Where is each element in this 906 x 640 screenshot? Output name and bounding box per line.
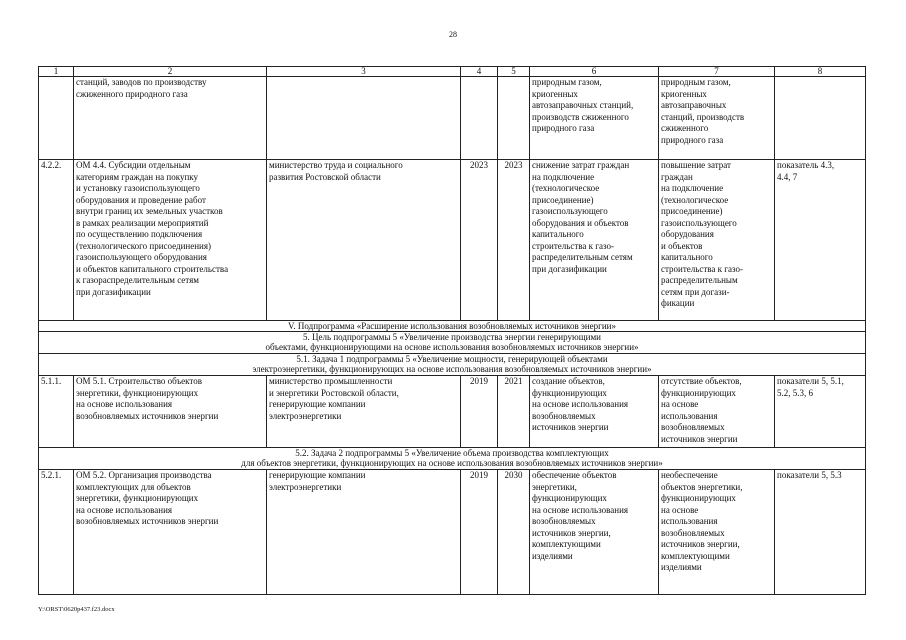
expected-result-cell: снижение затрат граждан на подключение (технологическое присоединение) газоиспользующего оборудования и объектов капитального строительства к газо- распределительным сетям при догазификации: [530, 160, 659, 321]
row-number-cell: [39, 77, 74, 160]
subprogram-heading: V. Подпрограмма «Расширение использования возобновляемых источников энергии»: [39, 321, 866, 332]
task-heading-row: [39, 448, 866, 470]
measure-name-cell: ОМ 4.4. Субсидии отдельным категориям граждан на покупку и установку газоиспользующего оборудования и проведение работ внутри границ их земельных участков в рамках реализации мероприятий по осуществлению подключения (технологического присоединения) газоиспользующего оборудования и объектов капитального строительства к газораспределительным сетям при догазификации: [74, 160, 267, 321]
table-row: [39, 77, 866, 160]
executor-cell: генерирующие компании электроэнергетики: [267, 470, 461, 595]
column-number: 4: [461, 67, 498, 77]
consequences-cell: отсутствие объектов, функционирующих на основе использования возобновляемых источников энергии: [659, 376, 775, 448]
column-number-row: [39, 67, 866, 77]
column-number: 7: [659, 67, 775, 77]
indicators-cell: показатели 5, 5.3: [775, 470, 866, 595]
expected-result-cell: обеспечение объектов энергетики, функционирующих на основе использования возобновляемых источников энергии, комплектующими изделиями: [530, 470, 659, 595]
task-heading: 5.1. Задача 1 подпрограммы 5 «Увеличение мощности, генерирующей объектами электроэнергетики, функционирующих на основе использования возобновляемых источников энергии»: [39, 354, 866, 376]
consequences-cell: природным газом, криогенных автозаправочных станций, производств сжиженного природного газа: [659, 77, 775, 160]
end-year-cell: 2021: [498, 376, 530, 448]
executor-cell: министерство промышленности и энергетики Ростовской области, генерирующие компании электроэнергетики: [267, 376, 461, 448]
table-row: [39, 376, 866, 448]
measure-name-cell: станций, заводов по производству сжиженного природного газа: [74, 77, 267, 160]
row-number-cell: 4.2.2.: [39, 160, 74, 321]
column-number: 5: [498, 67, 530, 77]
goal-heading-row: [39, 332, 866, 354]
executor-cell: [267, 77, 461, 160]
column-number: 1: [39, 67, 74, 77]
column-number: 8: [775, 67, 866, 77]
indicators-cell: показатели 5, 5.1, 5.2, 5.3, 6: [775, 376, 866, 448]
end-year-cell: 2030: [498, 470, 530, 595]
row-number-cell: 5.2.1.: [39, 470, 74, 595]
end-year-cell: 2023: [498, 160, 530, 321]
table-row: [39, 470, 866, 595]
start-year-cell: 2023: [461, 160, 498, 321]
column-number: 6: [530, 67, 659, 77]
executor-cell: министерство труда и социального развития Ростовской области: [267, 160, 461, 321]
end-year-cell: [498, 77, 530, 160]
measures-table: [38, 66, 866, 595]
indicators-cell: [775, 77, 866, 160]
section-heading-row: [39, 321, 866, 332]
consequences-cell: повышение затрат граждан на подключение (технологическое присоединение) газоиспользующего оборудования и объектов капитального строительства к газо- распределительным сетям при догази- фикации: [659, 160, 775, 321]
indicators-cell: показатель 4.3, 4.4, 7: [775, 160, 866, 321]
column-number: 3: [267, 67, 461, 77]
consequences-cell: необеспечение объектов энергетики, функционирующих на основе использования возобновляемых источников энергии, комплектующими изделиями: [659, 470, 775, 595]
measure-name-cell: ОМ 5.2. Организация производства комплектующих для объектов энергетики, функционирующих на основе использования возобновляемых источников энергии: [74, 470, 267, 595]
start-year-cell: [461, 77, 498, 160]
footer-file-path: Y:\ORST\0620p437.f23.docx: [38, 606, 115, 613]
column-number: 2: [74, 67, 267, 77]
table-row: [39, 160, 866, 321]
expected-result-cell: природным газом, криогенных автозаправочных станций, производств сжиженного природного газа: [530, 77, 659, 160]
measure-name-cell: ОМ 5.1. Строительство объектов энергетики, функционирующих на основе использования возобновляемых источников энергии: [74, 376, 267, 448]
page-number: 28: [449, 30, 457, 39]
task-heading-row: [39, 354, 866, 376]
start-year-cell: 2019: [461, 470, 498, 595]
task-heading: 5.2. Задача 2 подпрограммы 5 «Увеличение объема производства комплектующих для объектов энергетики, функционирующих на основе использования возобновляемых источников энергии»: [39, 448, 866, 470]
goal-heading: 5. Цель подпрограммы 5 «Увеличение производства энергии генерирующими объектами, функционирующими на основе использования возобновляемых источников энергии»: [39, 332, 866, 354]
expected-result-cell: создание объектов, функционирующих на основе использования возобновляемых источников энергии: [530, 376, 659, 448]
start-year-cell: 2019: [461, 376, 498, 448]
row-number-cell: 5.1.1.: [39, 376, 74, 448]
